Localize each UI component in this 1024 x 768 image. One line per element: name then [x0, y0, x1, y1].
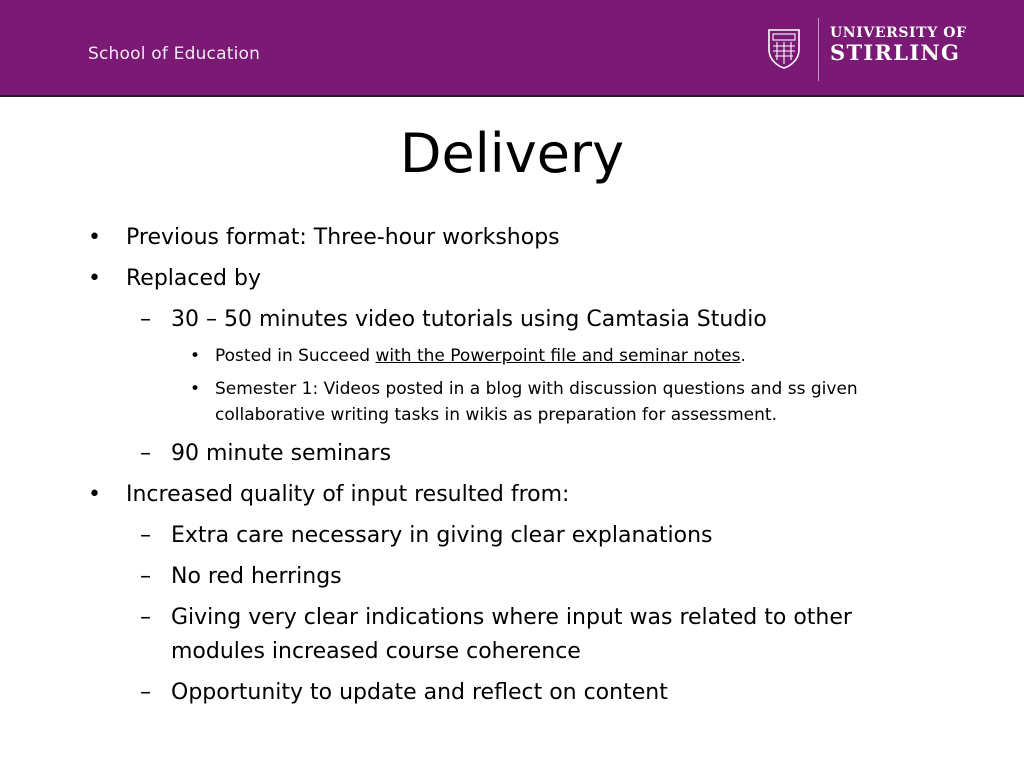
bullet-previous-format	[88, 225, 948, 251]
subbullet-text: Giving very clear indications where input was related to other modules increased course coherence	[171, 605, 852, 664]
subbullet-text: 30 – 50 minutes video tutorials using Camtasia Studio	[171, 307, 767, 332]
subsubbullet-text	[215, 343, 910, 369]
subbullet-marker: –	[140, 307, 151, 332]
subbullet-text: 90 minute seminars	[171, 441, 392, 466]
university-logo-line-1: UNIVERSITY OF	[830, 25, 967, 41]
subsubbullet-marker: •	[190, 379, 201, 399]
bullet-replaced-by	[88, 266, 948, 292]
subsubbullet-text-before-link: Posted in Succeed	[215, 346, 376, 366]
subsubbullet-marker: •	[190, 346, 201, 366]
subbullet-video-tutorials	[140, 303, 930, 337]
subbullet-marker: –	[140, 564, 151, 589]
bullet-text: Replaced by	[126, 266, 261, 291]
bullet-text: Previous format: Three-hour workshops	[126, 225, 560, 250]
subbullet-text: Opportunity to update and reflect on content	[171, 680, 668, 705]
subbullet-marker: –	[140, 523, 151, 548]
subbullet-marker: –	[140, 441, 151, 466]
school-label: School of Education	[88, 44, 261, 64]
subbullet-update-reflect	[140, 676, 930, 710]
subbullet-marker: –	[140, 680, 151, 705]
subbullet-text: No red herrings	[171, 564, 342, 589]
slide-title: Delivery	[399, 122, 625, 185]
subbullet-extra-care	[140, 519, 930, 553]
subbullet-marker: –	[140, 605, 151, 630]
subbullet-90-minute-seminars	[140, 437, 930, 471]
bullet-increased-quality	[88, 482, 948, 508]
subbullet-no-red-herrings	[140, 560, 930, 594]
subsubbullet-text-after-link: .	[740, 346, 746, 366]
subsubbullet-semester-1	[190, 376, 910, 428]
bullet-marker: •	[88, 266, 101, 291]
subsubbullet-text: Semester 1: Videos posted in a blog with discussion questions and ss given collaborative writing tasks in wikis as preparation for assessment.	[215, 379, 858, 425]
subsubbullet-posted-in-succeed	[190, 343, 910, 369]
subbullet-clear-indications	[140, 601, 930, 669]
bullet-text: Increased quality of input resulted from:	[126, 482, 570, 507]
university-logo-line-2: STIRLING	[830, 40, 961, 65]
bullet-marker: •	[88, 482, 101, 507]
subbullet-text: Extra care necessary in giving clear explanations	[171, 523, 713, 548]
powerpoint-seminar-link[interactable]: with the Powerpoint file and seminar notes	[375, 346, 741, 366]
bullet-marker: •	[88, 225, 101, 250]
